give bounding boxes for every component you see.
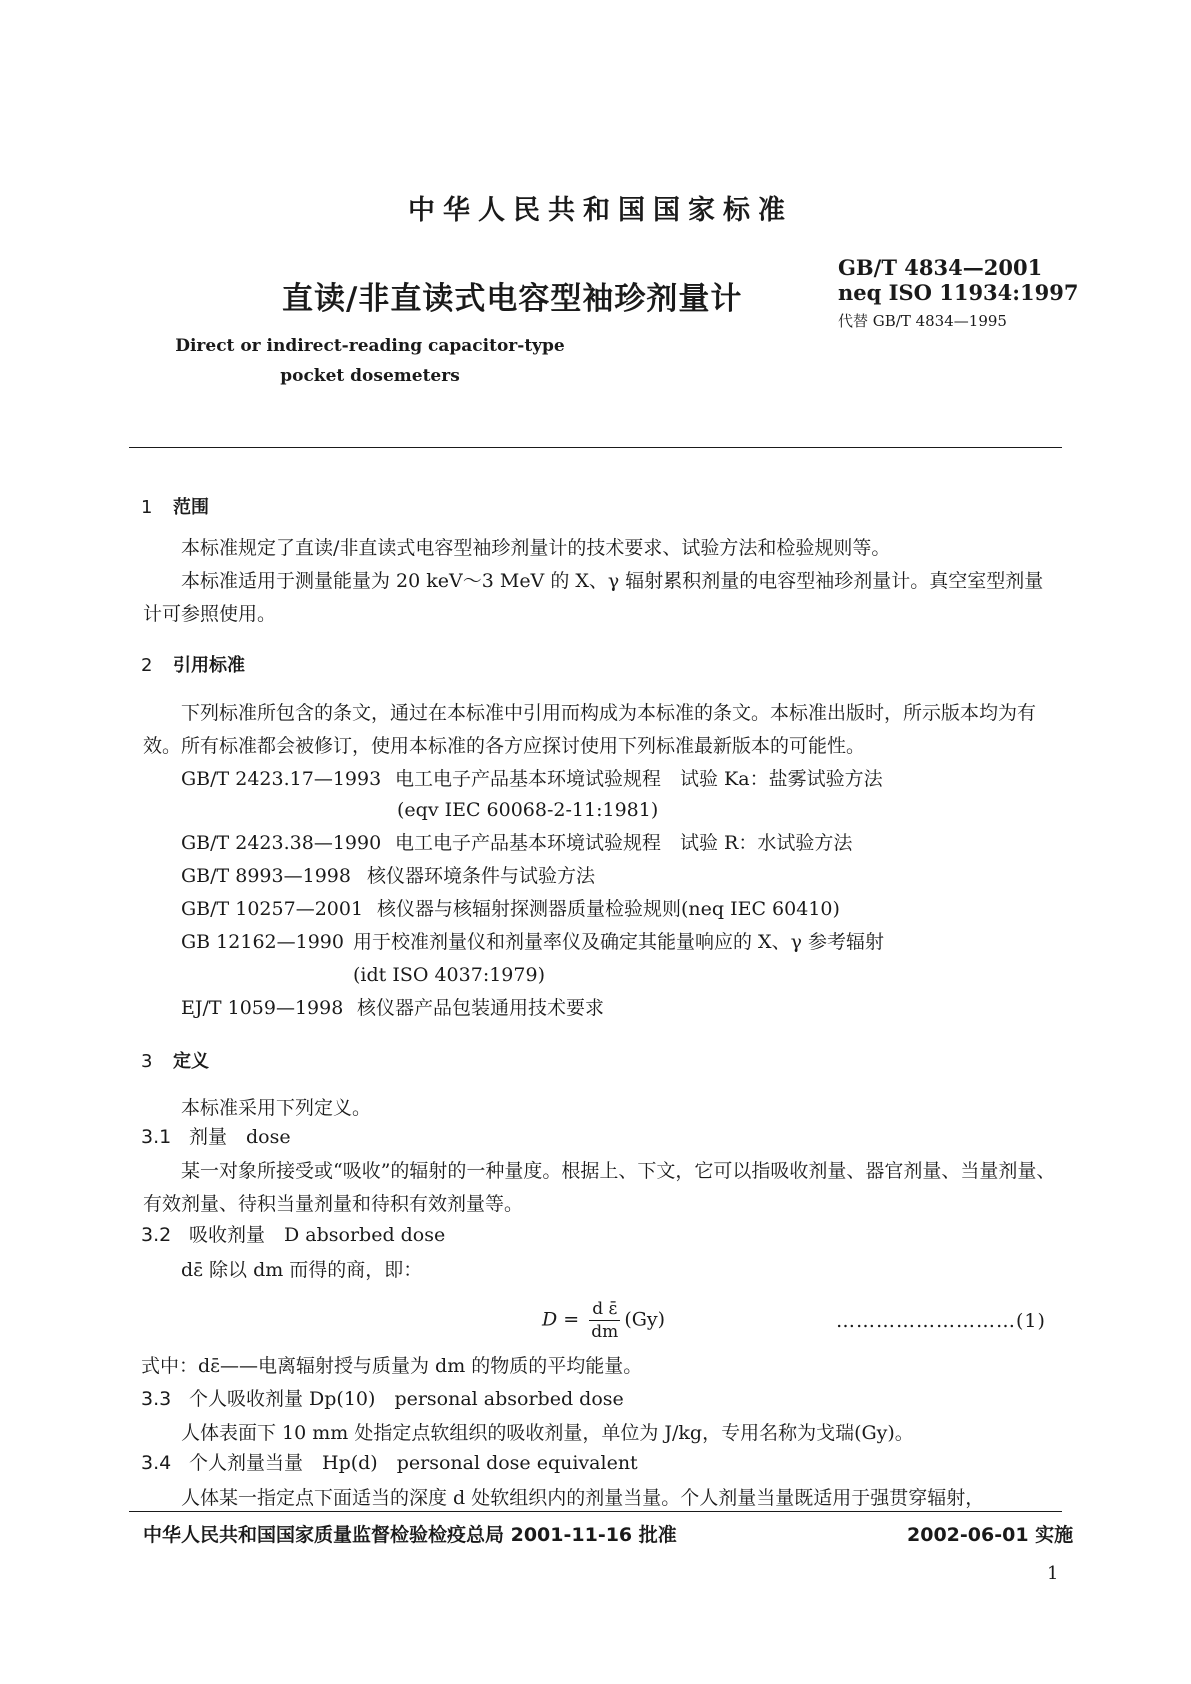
term: 个人吸收剂量 Dp(10) personal absorbed dose [189,1388,624,1410]
definition-3-1-term [141,1124,291,1150]
reference-title: 用于校准剂量仪和剂量率仪及确定其能量响应的 X、γ 参考辐射 [353,931,884,953]
reference-title: 核仪器环境条件与试验方法 [367,865,596,887]
section-title: 引用标准 [173,655,245,676]
fraction-numerator: d ε̄ [589,1298,620,1321]
reference-title: 电工电子产品基本环境试验规程 试验 R：水试验方法 [395,832,853,854]
reference-item-continuation [353,962,545,988]
standard-title-chinese: 直读/非直读式电容型袖珍剂量计 [282,281,743,317]
standard-code-block [838,255,1078,333]
section-title: 范围 [173,497,209,518]
national-standard-heading: 中华人民共和国国家标准 [408,195,793,226]
page-number: 1 [1047,1563,1059,1584]
reference-code: EJ/T 1059—1998 [181,997,344,1019]
section-1-paragraph-2: 本标准适用于测量能量为 20 keV～3 MeV 的 X、γ 辐射累积剂量的电容型袖珍剂量计。真空室型剂量计可参照使用。 [143,570,1044,625]
clause-number: 3.2 [141,1224,172,1246]
reference-item [181,896,840,922]
reference-title: 核仪器与核辐射探测器质量检验规则(neq IEC 60410) [377,898,840,920]
effective-date: 2002-06-01 实施 [907,1524,1074,1546]
reference-code: GB/T 2423.38—1990 [181,832,382,854]
reference-title: 电工电子产品基本环境试验规程 试验 Ka：盐雾试验方法 [395,768,883,790]
reference-title: (idt ISO 4037:1979) [353,964,545,986]
replaces-note: 代替 GB/T 4834—1995 [838,312,1007,330]
reference-item [181,995,604,1021]
reference-item [181,929,884,955]
section-2-heading [141,651,245,677]
definition-3-2-text: dε̄ 除以 dm 而得的商，即： [181,1259,423,1281]
section-number: 3 [141,1051,153,1072]
equation-lhs: D = [542,1308,580,1331]
term: 个人剂量当量 Hp(d) personal dose equivalent [189,1452,638,1474]
reference-code: GB/T 8993—1998 [181,865,351,887]
reference-title: 核仪器产品包装通用技术要求 [357,997,605,1019]
section-title: 定义 [173,1051,209,1072]
equation-1 [542,1298,665,1343]
approval-statement: 中华人民共和国国家质量监督检验检疫总局 2001-11-16 批准 [143,1524,677,1546]
standard-title-english-line2: pocket dosemeters [280,366,460,386]
reference-item [181,830,852,856]
reference-title: (eqv IEC 60068-2-11:1981) [397,799,659,821]
reference-code: GB/T 2423.17—1993 [181,768,382,790]
definition-3-4-text: 人体某一指定点下面适当的深度 d 处软组织内的剂量当量。个人剂量当量既适用于强贯穿辐射， [181,1487,985,1509]
term: 吸收剂量 D absorbed dose [189,1224,446,1246]
section-1-heading [141,493,209,519]
definition-3-1-text: 某一对象所接受或“吸收”的辐射的一种量度。根据上、下文，它可以指吸收剂量、器官剂量、当量剂量、有效剂量、待积当量剂量和待积有效剂量等。 [143,1160,1056,1215]
equation-where-clause: 式中：dε̄——电离辐射授与质量为 dm 的物质的平均能量。 [141,1355,643,1377]
standard-title-english-line1: Direct or indirect-reading capacitor-type [175,336,565,356]
term: 剂量 dose [189,1126,291,1148]
equivalence-code: neq ISO 11934:1997 [838,280,1079,305]
standard-code: GB/T 4834—2001 [838,255,1043,280]
section-2-paragraph-1: 下列标准所包含的条文，通过在本标准中引用而构成为本标准的条文。本标准出版时，所示版本均为有效。所有标准都会被修订，使用本标准的各方应探讨使用下列标准最新版本的可能性。 [143,702,1037,757]
reference-code: GB/T 10257—2001 [181,898,364,920]
reference-code: GB 12162—1990 [181,931,344,953]
section-1-paragraph-1: 本标准规定了直读/非直读式电容型袖珍剂量计的技术要求、试验方法和检验规则等。 [181,537,891,559]
definition-3-2-term [141,1222,445,1248]
section-3-heading [141,1047,209,1073]
clause-number: 3.1 [141,1126,172,1148]
equation-unit: (Gy) [624,1308,666,1331]
header-divider [129,447,1062,448]
definition-3-3-text: 人体表面下 10 mm 处指定点软组织的吸收剂量，单位为 J/kg，专用名称为戈瑞(Gy)。 [181,1422,914,1444]
clause-number: 3.3 [141,1388,172,1410]
section-number: 2 [141,655,153,676]
reference-item [181,766,883,792]
clause-number: 3.4 [141,1452,172,1474]
equation-fraction [589,1298,620,1343]
equation-number: ………………………(1) [836,1310,1046,1332]
reference-item-continuation [397,797,658,823]
section-3-paragraph-1: 本标准采用下列定义。 [181,1097,372,1119]
footer-divider [129,1511,1062,1512]
section-number: 1 [141,497,153,518]
reference-item [181,863,595,889]
fraction-denominator: dm [591,1322,619,1342]
definition-3-4-term [141,1450,638,1476]
definition-3-3-term [141,1386,624,1412]
